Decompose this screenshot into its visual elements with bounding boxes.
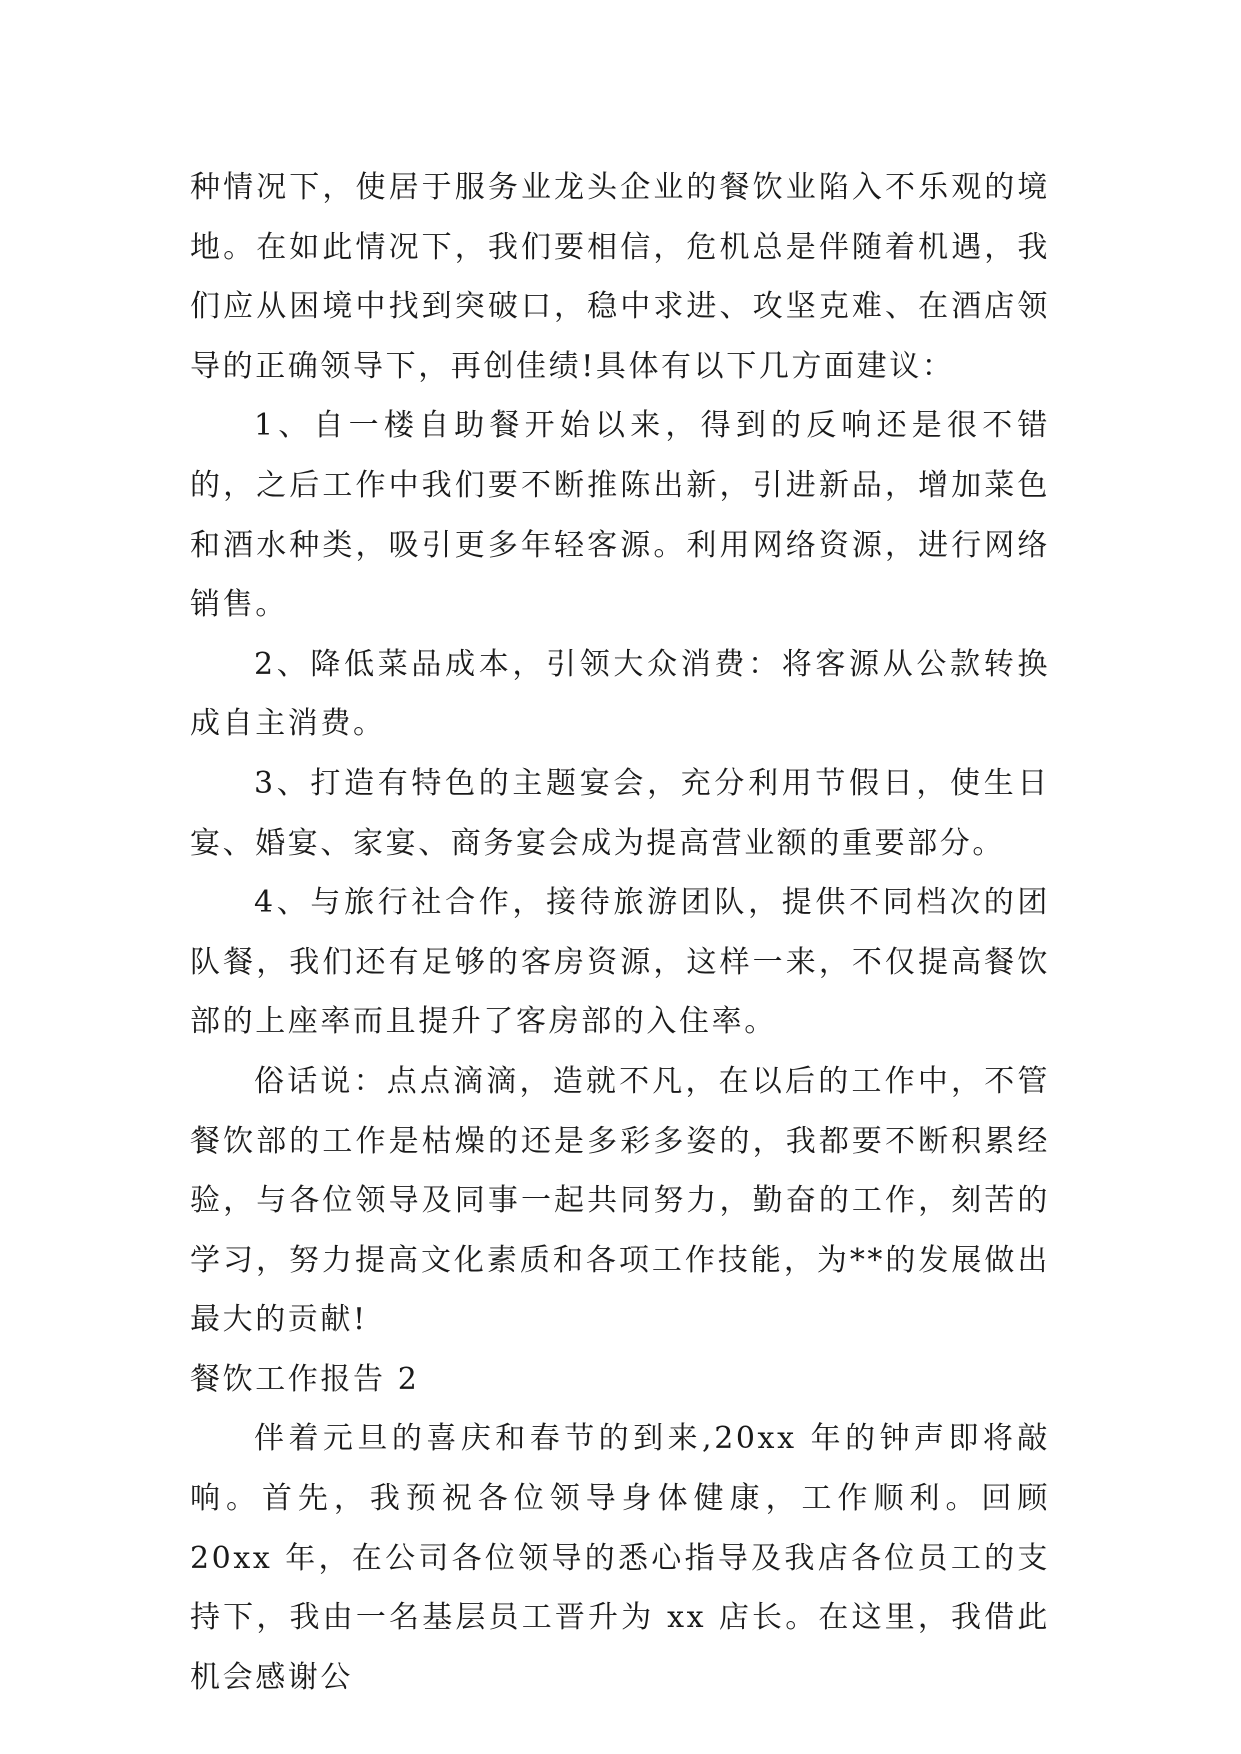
paragraph-conclusion: 俗话说：点点滴滴，造就不凡，在以后的工作中，不管餐饮部的工作是枯燥的还是多彩多姿的，我都要不断积累经验，与各位领导及同事一起共同努力，勤奋的工作，刻苦的学习，努力提高文化素质和各项工作技能，为**的发展做出最大的贡献! [190,1063,1050,1338]
paragraph-continued-intro: 种情况下，使居于服务业龙头企业的餐饮业陷入不乐观的境地。在如此情况下，我们要相信，危机总是伴随着机遇，我们应从困境中找到突破口，稳中求进、攻坚克难、在酒店领导的正确领导下，再创佳绩!具体有以下几方面建议： [190,170,1050,384]
paragraph-report-2-intro: 伴着元旦的喜庆和春节的到来,20xx 年的钟声即将敲响。首先，我预祝各位领导身体健康，工作顺利。回顾 20xx 年，在公司各位领导的悉心指导及我店各位员工的支持下，我由一名基层员工晋升为 xx 店长。在这里，我借此机会感谢公 [190,1421,1050,1695]
document-body [190,158,1050,1707]
paragraph-suggestion-4: 4、与旅行社合作，接待旅游团队，提供不同档次的团队餐，我们还有足够的客房资源，这样一来，不仅提高餐饮部的上座率而且提升了客房部的入住率。 [190,885,1050,1040]
section-title: 餐饮工作报告 2 [190,1361,420,1397]
paragraph-suggestion-3: 3、打造有特色的主题宴会，充分利用节假日，使生日宴、婚宴、家宴、商务宴会成为提高营业额的重要部分。 [190,765,1050,861]
paragraph-suggestion-2: 2、降低菜品成本，引领大众消费：将客源从公款转换成自主消费。 [190,646,1050,742]
paragraph-suggestion-1: 1、自一楼自助餐开始以来，得到的反响还是很不错的，之后工作中我们要不断推陈出新，引进新品，增加菜色和酒水种类，吸引更多年轻客源。利用网络资源，进行网络销售。 [190,408,1050,623]
